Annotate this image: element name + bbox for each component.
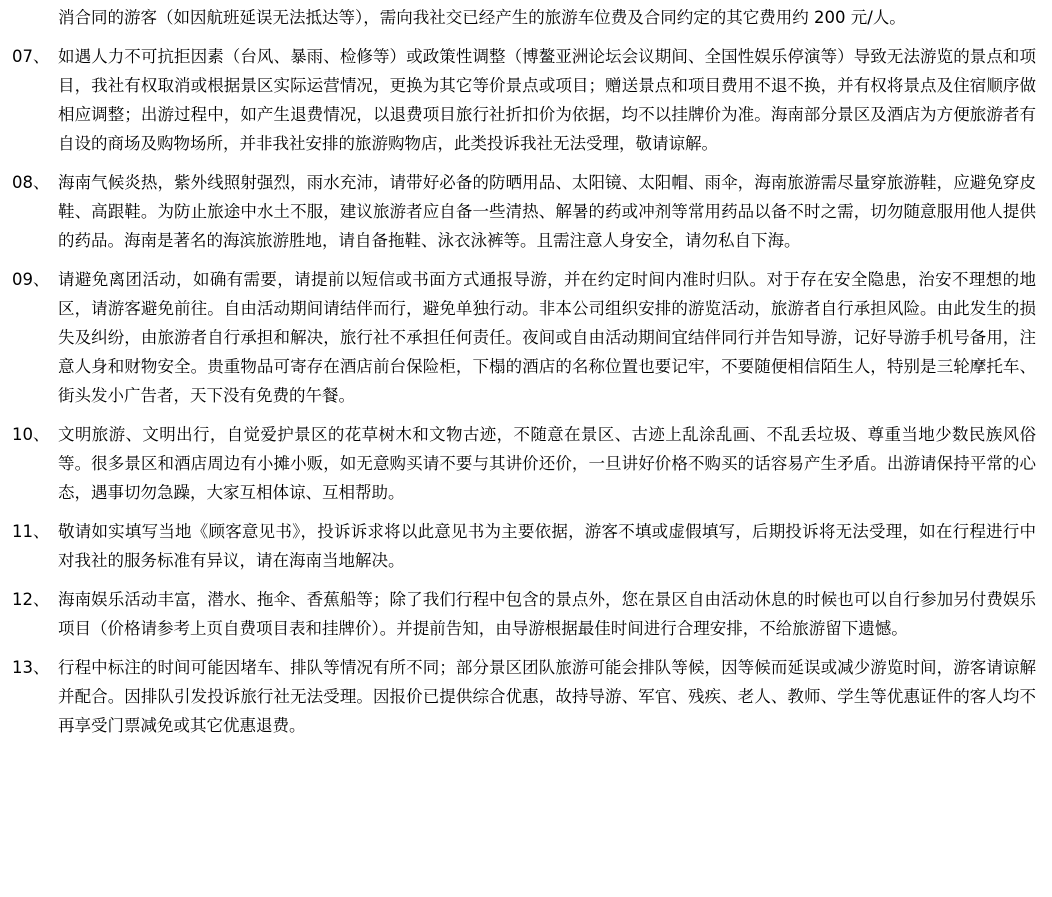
clause-number: 13、 [12,658,50,677]
clause-number: 12、 [12,590,50,609]
clause-11 [12,517,1036,575]
clause-number: 07、 [12,47,50,66]
clause-text: 如遇人力不可抗拒因素（台风、暴雨、检修等）或政策性调整（博鳌亚洲论坛会议期间、全国性娱乐停演等）导致无法游览的景点和项目，我社有权取消或根据景区实际运营情况，更换为其它等价景点或项目；赠送景点和项目费用不退不换，并有权将景点及住宿顺序做相应调整；出游过程中，如产生退费情况，以退费项目旅行社折扣价为依据，均不以挂牌价为准。海南部分景区及酒店为方便旅游者有自设的商场及购物场所，并非我社安排的旅游购物店，此类投诉我社无法受理，敬请谅解。 [58,47,1036,153]
clause-number: 08、 [12,173,50,192]
clause-09 [12,265,1036,410]
clause-text: 海南娱乐活动丰富，潜水、拖伞、香蕉船等；除了我们行程中包含的景点外，您在景区自由活动休息的时候也可以自行参加另付费娱乐项目（价格请参考上页自费项目表和挂牌价）。并提前告知，由导游根据最佳时间进行合理安排，不给旅游留下遗憾。 [58,590,1036,638]
clause-12 [12,585,1036,643]
clause-10 [12,420,1036,507]
continuation-paragraph: 消合同的游客（如因航班延误无法抵达等），需向我社交已经产生的旅游车位费及合同约定的其它费用约 200 元/人。 [58,8,906,27]
clause-number: 10、 [12,425,50,444]
clause-text: 敬请如实填写当地《顾客意见书》，投诉诉求将以此意见书为主要依据，游客不填或虚假填写，后期投诉将无法受理，如在行程进行中对我社的服务标准有异议，请在海南当地解决。 [58,522,1036,570]
clause-number: 09、 [12,270,50,289]
clause-13 [12,653,1036,740]
clause-text: 海南气候炎热，紫外线照射强烈，雨水充沛，请带好必备的防晒用品、太阳镜、太阳帽、雨伞，海南旅游需尽量穿旅游鞋，应避免穿皮鞋、高跟鞋。为防止旅途中水土不服，建议旅游者应自备一些清热、解暑的药或冲剂等常用药品以备不时之需，切勿随意服用他人提供的药品。海南是著名的海滨旅游胜地，请自备拖鞋、泳衣泳裤等。且需注意人身安全，请勿私自下海。 [58,173,1036,250]
clause-08 [12,168,1036,255]
clause-text: 请避免离团活动，如确有需要，请提前以短信或书面方式通报导游，并在约定时间内准时归队。对于存在安全隐患，治安不理想的地区，请游客避免前往。自由活动期间请结伴而行，避免单独行动。非本公司组织安排的游览活动，旅游者自行承担风险。由此发生的损失及纠纷，由旅游者自行承担和解决，旅行社不承担任何责任。夜间或自由活动期间宜结伴同行并告知导游，记好导游手机号备用，注意人身和财物安全。贵重物品可寄存在酒店前台保险柜，下榻的酒店的名称位置也要记牢，不要随便相信陌生人，特别是三轮摩托车、街头发小广告者，天下没有免费的午餐。 [58,270,1036,405]
clause-text: 文明旅游、文明出行，自觉爱护景区的花草树木和文物古迹，不随意在景区、古迹上乱涂乱画、不乱丢垃圾、尊重当地少数民族风俗等。很多景区和酒店周边有小摊小贩，如无意购买请不要与其讲价还价，一旦讲好价格不购买的话容易产生矛盾。出游请保持平常的心态，遇事切勿急躁，大家互相体谅、互相帮助。 [58,425,1036,502]
clause-07 [12,42,1036,158]
clause-number: 11、 [12,522,50,541]
clause-text: 行程中标注的时间可能因堵车、排队等情况有所不同；部分景区团队旅游可能会排队等候，因等候而延误或减少游览时间，游客请谅解并配合。因排队引发投诉旅行社无法受理。因报价已提供综合优惠，故持导游、军官、残疾、老人、教师、学生等优惠证件的客人均不再享受门票减免或其它优惠退费。 [58,658,1036,735]
